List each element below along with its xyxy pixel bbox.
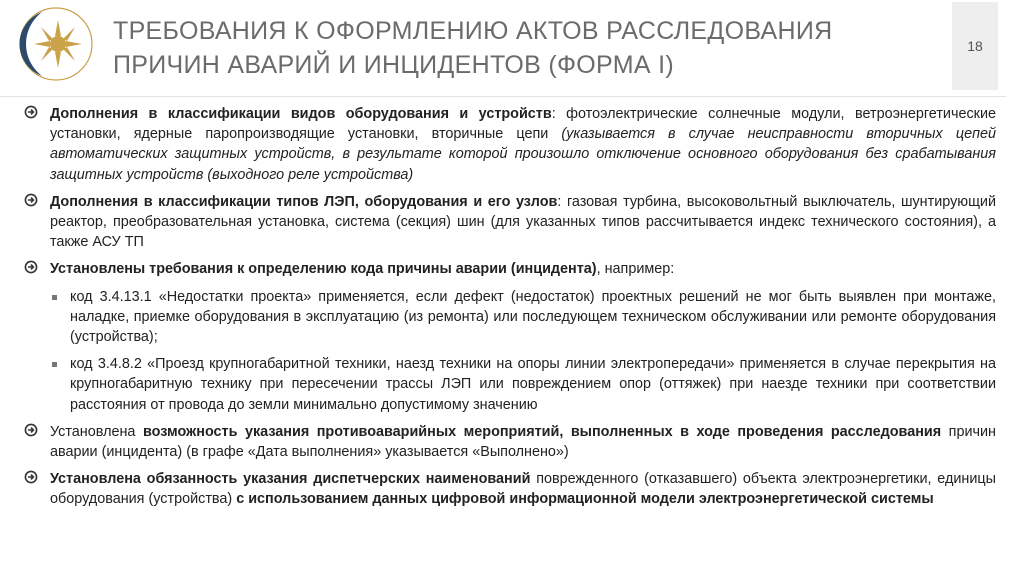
arrow-bullet-icon	[24, 193, 38, 207]
header-divider	[0, 96, 1006, 97]
item-bold-text: Дополнения в классификации видов оборудования и устройств	[50, 106, 552, 122]
sub-item-text: код 3.4.8.2 «Проезд крупногабаритной техники, наезд техники на опоры линии электропередачи» применяется в случае перекрытия на крупногабаритную технику при пересечении трассы ЛЭП или повреждением опор (оттяжек) при наезде техники при соответствии расстояния от провода до земли минимально допустимому значению	[70, 356, 996, 413]
page-number-badge	[952, 2, 998, 90]
sub-list-item	[24, 287, 996, 348]
sub-item-text: код 3.4.13.1 «Недостатки проекта» применяется, если дефект (недостаток) проектных решений не мог быть выявлен при монтаже, наладке, приемке оборудования в эксплуатацию (из ремонта) или последующем техническом обслуживании или ремонте оборудования (устройства);	[70, 288, 996, 346]
item-bold-text: Дополнения в классификации типов ЛЭП, оборудования и его узлов	[50, 193, 558, 210]
item-text: : фотоэлектрические солнечные модули, ветроэнергетические установки, ядерные паропроизводящие установки, вторичные цепи	[50, 106, 996, 143]
item-bold-text: Установлена обязанность указания диспетчерских наименований	[50, 471, 531, 488]
list-item	[24, 469, 996, 509]
item-prefix-text: Установлена	[50, 423, 143, 440]
page-number: 18	[967, 38, 983, 54]
square-bullet-icon	[52, 362, 57, 367]
item-text: , например:	[596, 261, 675, 278]
list-item	[24, 422, 996, 462]
list-item	[24, 104, 996, 185]
arrow-bullet-icon	[24, 470, 38, 484]
item-text: поврежденного (отказавшего) объекта электроэнергетики, единицы оборудования (устройства)	[50, 471, 996, 508]
arrow-bullet-icon	[24, 105, 38, 119]
list-item	[24, 259, 996, 279]
item-text: причин аварии (инцидента) (в графе «Дата выполнения» указывается «Выполнено»)	[50, 423, 996, 461]
sub-list-item	[24, 354, 996, 415]
content-list	[24, 104, 996, 517]
title-line-2: ПРИЧИН АВАРИЙ И ИНЦИДЕНТОВ (ФОРМА I)	[113, 51, 674, 79]
item-italic-text: (указывается в случае неисправности вторичных цепей автоматических защитных устройств, в результате которой произошло отключение основного оборудования без срабатывания защитных устройств (выходного реле устройства)	[50, 126, 996, 183]
item-bold-text: Установлены требования к определению кода причины аварии (инцидента)	[50, 261, 597, 278]
item-text: : газовая турбина, высоковольтный выключатель, шунтирующий реактор, преобразовательная установка, система (секция) шин (для указанных типов рассчитывается индекс технического состояния), а также АСУ ТП	[50, 193, 997, 251]
page-title	[113, 14, 923, 82]
item-bold-text: возможность указания противоаварийных мероприятий, выполненных в ходе проведения расследования	[142, 423, 942, 440]
title-line-1: ТРЕБОВАНИЯ К ОФОРМЛЕНИЮ АКТОВ РАССЛЕДОВАНИЯ	[113, 17, 833, 45]
sun-emblem-icon	[12, 2, 96, 86]
item-bold-text-2: с использованием данных цифровой информационной модели электроэнергетической системы	[236, 491, 934, 508]
arrow-bullet-icon	[24, 260, 38, 274]
square-bullet-icon	[52, 295, 57, 300]
list-item	[24, 192, 996, 253]
arrow-bullet-icon	[24, 423, 38, 437]
